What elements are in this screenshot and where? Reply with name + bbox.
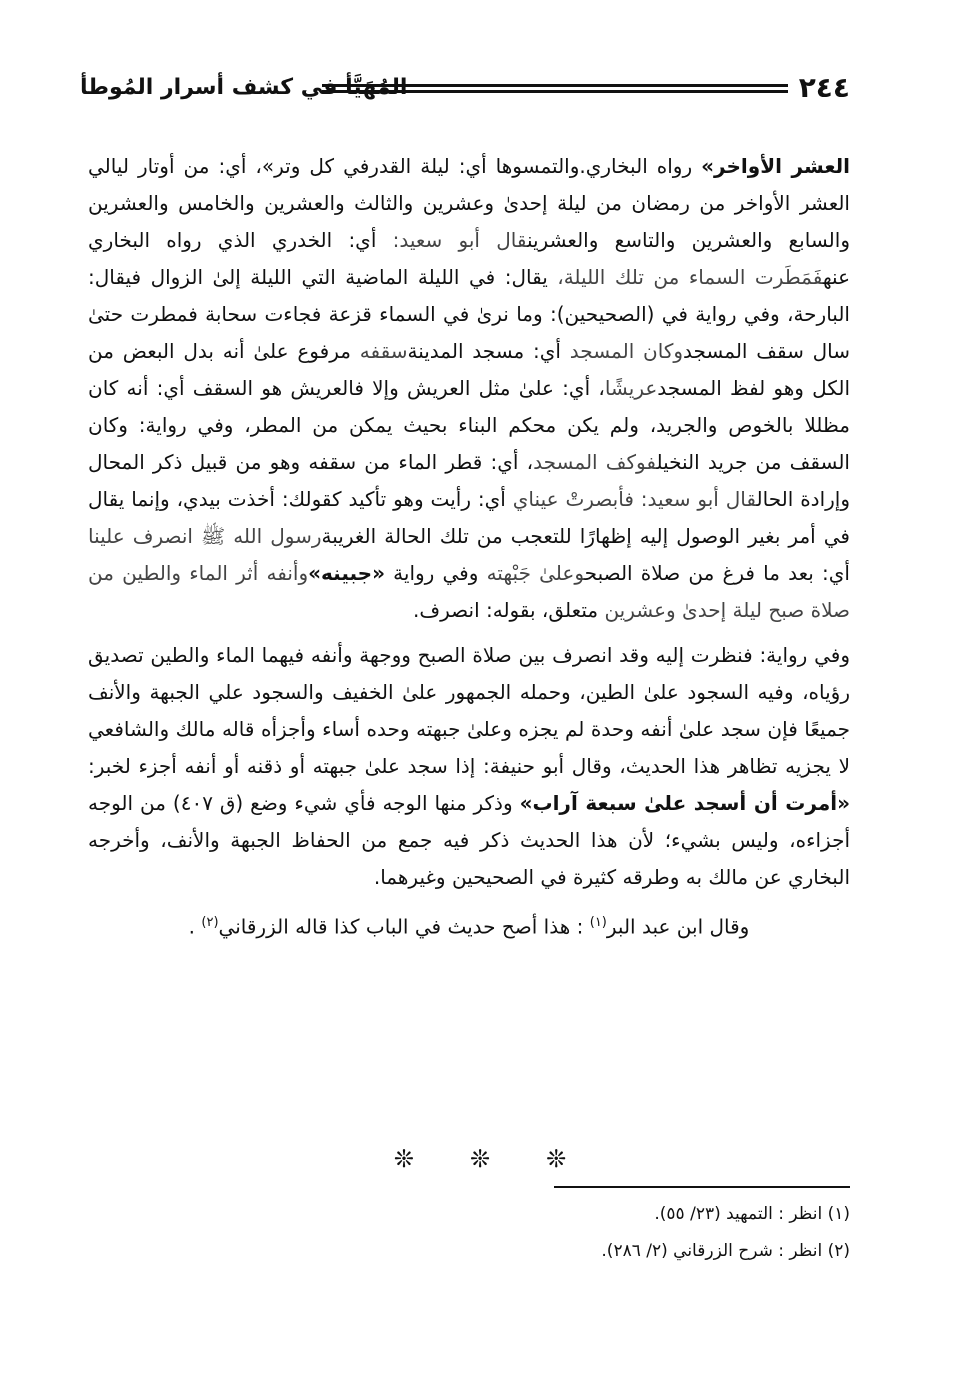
hadith-quote: سقفه <box>359 339 408 363</box>
page-number: ٢٤٤ <box>798 71 850 104</box>
paragraph-1 <box>88 148 850 629</box>
hadith-quote: رسول الله ﷺ انصرف علينا <box>88 524 322 548</box>
hadith-quote: فَمَطَرت السماء من تلك الليلة، <box>547 265 823 289</box>
footnotes <box>330 1196 850 1270</box>
paragraph-2 <box>88 637 850 896</box>
hadith-quote: قال أبو سعيد: <box>376 228 527 252</box>
star-ornament: ❊ <box>546 1145 567 1173</box>
star-ornament: ❊ <box>393 1145 414 1173</box>
footnote-ref-1[interactable]: (١) <box>589 915 607 930</box>
footnote-2: (٢) انظر : شرح الزرقاني (٢/ ٢٨٦). <box>601 1241 850 1261</box>
text-span: ، أي: قطر الماء من سقفه وهو من قبيل ذكر المحال وإرادة الحال <box>88 450 851 511</box>
text-span: مرفوع علىٰ أنه بدل البعض من الكل وهو لفظ المسجد <box>88 339 851 400</box>
hadith-quote: وعلىٰ جَبْهته <box>486 561 585 585</box>
footnote-1: (١) انظر : التمهيد (٢٣/ ٥٥). <box>654 1204 850 1224</box>
book-title: المُهَيَّأ في كشف أسرار المُوطأ <box>80 75 408 100</box>
text-span: العشر الأواخر» <box>701 154 850 178</box>
paragraph-3 <box>88 904 850 946</box>
text-span: وذكر منها الوجه فأي شيء وضع (ق ٤٠٧) من الوجه أجزاءه، وليس بشيء؛ لأن هذا الحديث ذكر فيه جمع من الحفاظ الجبهة والأنف، وأخرجه البخاري عن مالك به وطرقه كثيرة في الصحيحين وغيرهما. <box>88 791 850 889</box>
hadith-quote: فوكف المسجد <box>533 450 657 474</box>
text-span: أي: رأيت وهو تأكيد كقولك: أخذت بيدي، وإنما يقال في أمر بغير الوصول إليه إظهارًا للتعجب من تلك الحالة الغريبة <box>88 487 850 548</box>
footnote-rule <box>554 1186 850 1188</box>
footnote-ref-2[interactable]: (٢) <box>201 915 219 930</box>
section-separator <box>330 1144 630 1174</box>
main-text <box>88 148 850 946</box>
text-span: أي: بعد ما فرغ من صلاة الصبح <box>584 561 850 585</box>
text-span: متعلق، بقوله: انصرف. <box>413 598 605 622</box>
text-span: أي: الخدري الذي رواه البخاري عنه <box>88 228 851 289</box>
hadith-quote: وكان المسجد <box>569 339 683 363</box>
text-span: أي: مسجد المدينة <box>407 339 570 363</box>
text-span: وقال ابن عبد البر <box>606 914 750 939</box>
text-span: وفي رواية: فنظرت إليه وقد انصرف بين صلاة الصبح ووجهة وأنفه فيهما الماء والطين تصديق رؤياه، وفيه السجود علىٰ الطين، وحمله الجمهور علىٰ الخفيف والسجود علي الجبهة والأنف جميعًا فإن سجد علىٰ أنفه وحدة لم يجزه وعلىٰ جبهته وحده أساء وأجزأه قاله مالك والشافعي لا يجزيه تظاهر هذا الحديث، وقال أبو حنيفة: إذا سجد علىٰ جبهته أو ذقنه أو أنفه أجزء لخبر: <box>88 643 850 778</box>
hadith-quote: وأنفه أثر الماء والطين من صلاة صبح ليلة إحدىٰ وعشرين <box>88 561 850 622</box>
text-span: «جبينه» <box>308 561 385 585</box>
text-span: «أمرت أن أسجد علىٰ سبعة آراب» <box>519 791 851 815</box>
text-span: ، أي: علىٰ مثل العريش وإلا فالعريش هو السقف أي: أنه كان مظللا بالخوص والجريد، ولم يكن محكم البناء بحيث يمكن من المطر، وفي رواية: وكان السقف من جريد النخيل <box>88 376 850 474</box>
text-span: يقال: في الليلة الماضية التي الليلة إلىٰ الزوال فيقال: البارحة، وفي رواية في (الصحيحين): وما نرىٰ في السماء قزعة فجاءت سحابة فمطرت حتىٰ سال سقف المسجد <box>88 265 850 363</box>
text-span: رواه البخاري.والتمسوها أي: ليلة القدرفي كل وتر»، أي: من أوتار ليالي العشر الأواخر من رمضان من ليلة إحدىٰ وعشرين والثالث والعشرين والخامس والعشرين والسابع والعشرين والتاسع والعشرين <box>88 154 850 252</box>
hadith-quote: قال أبو سعيد: فأبصرتْ عيناي <box>512 487 757 511</box>
text-span: : هذا أصح حديث في الباب كذا قاله الزرقاني <box>218 914 590 939</box>
text-span: . <box>188 914 202 939</box>
text-span: وفي رواية <box>384 561 487 585</box>
hadith-quote: عريشًا <box>604 376 658 400</box>
star-ornament: ❊ <box>469 1145 491 1173</box>
page-header <box>80 68 850 110</box>
